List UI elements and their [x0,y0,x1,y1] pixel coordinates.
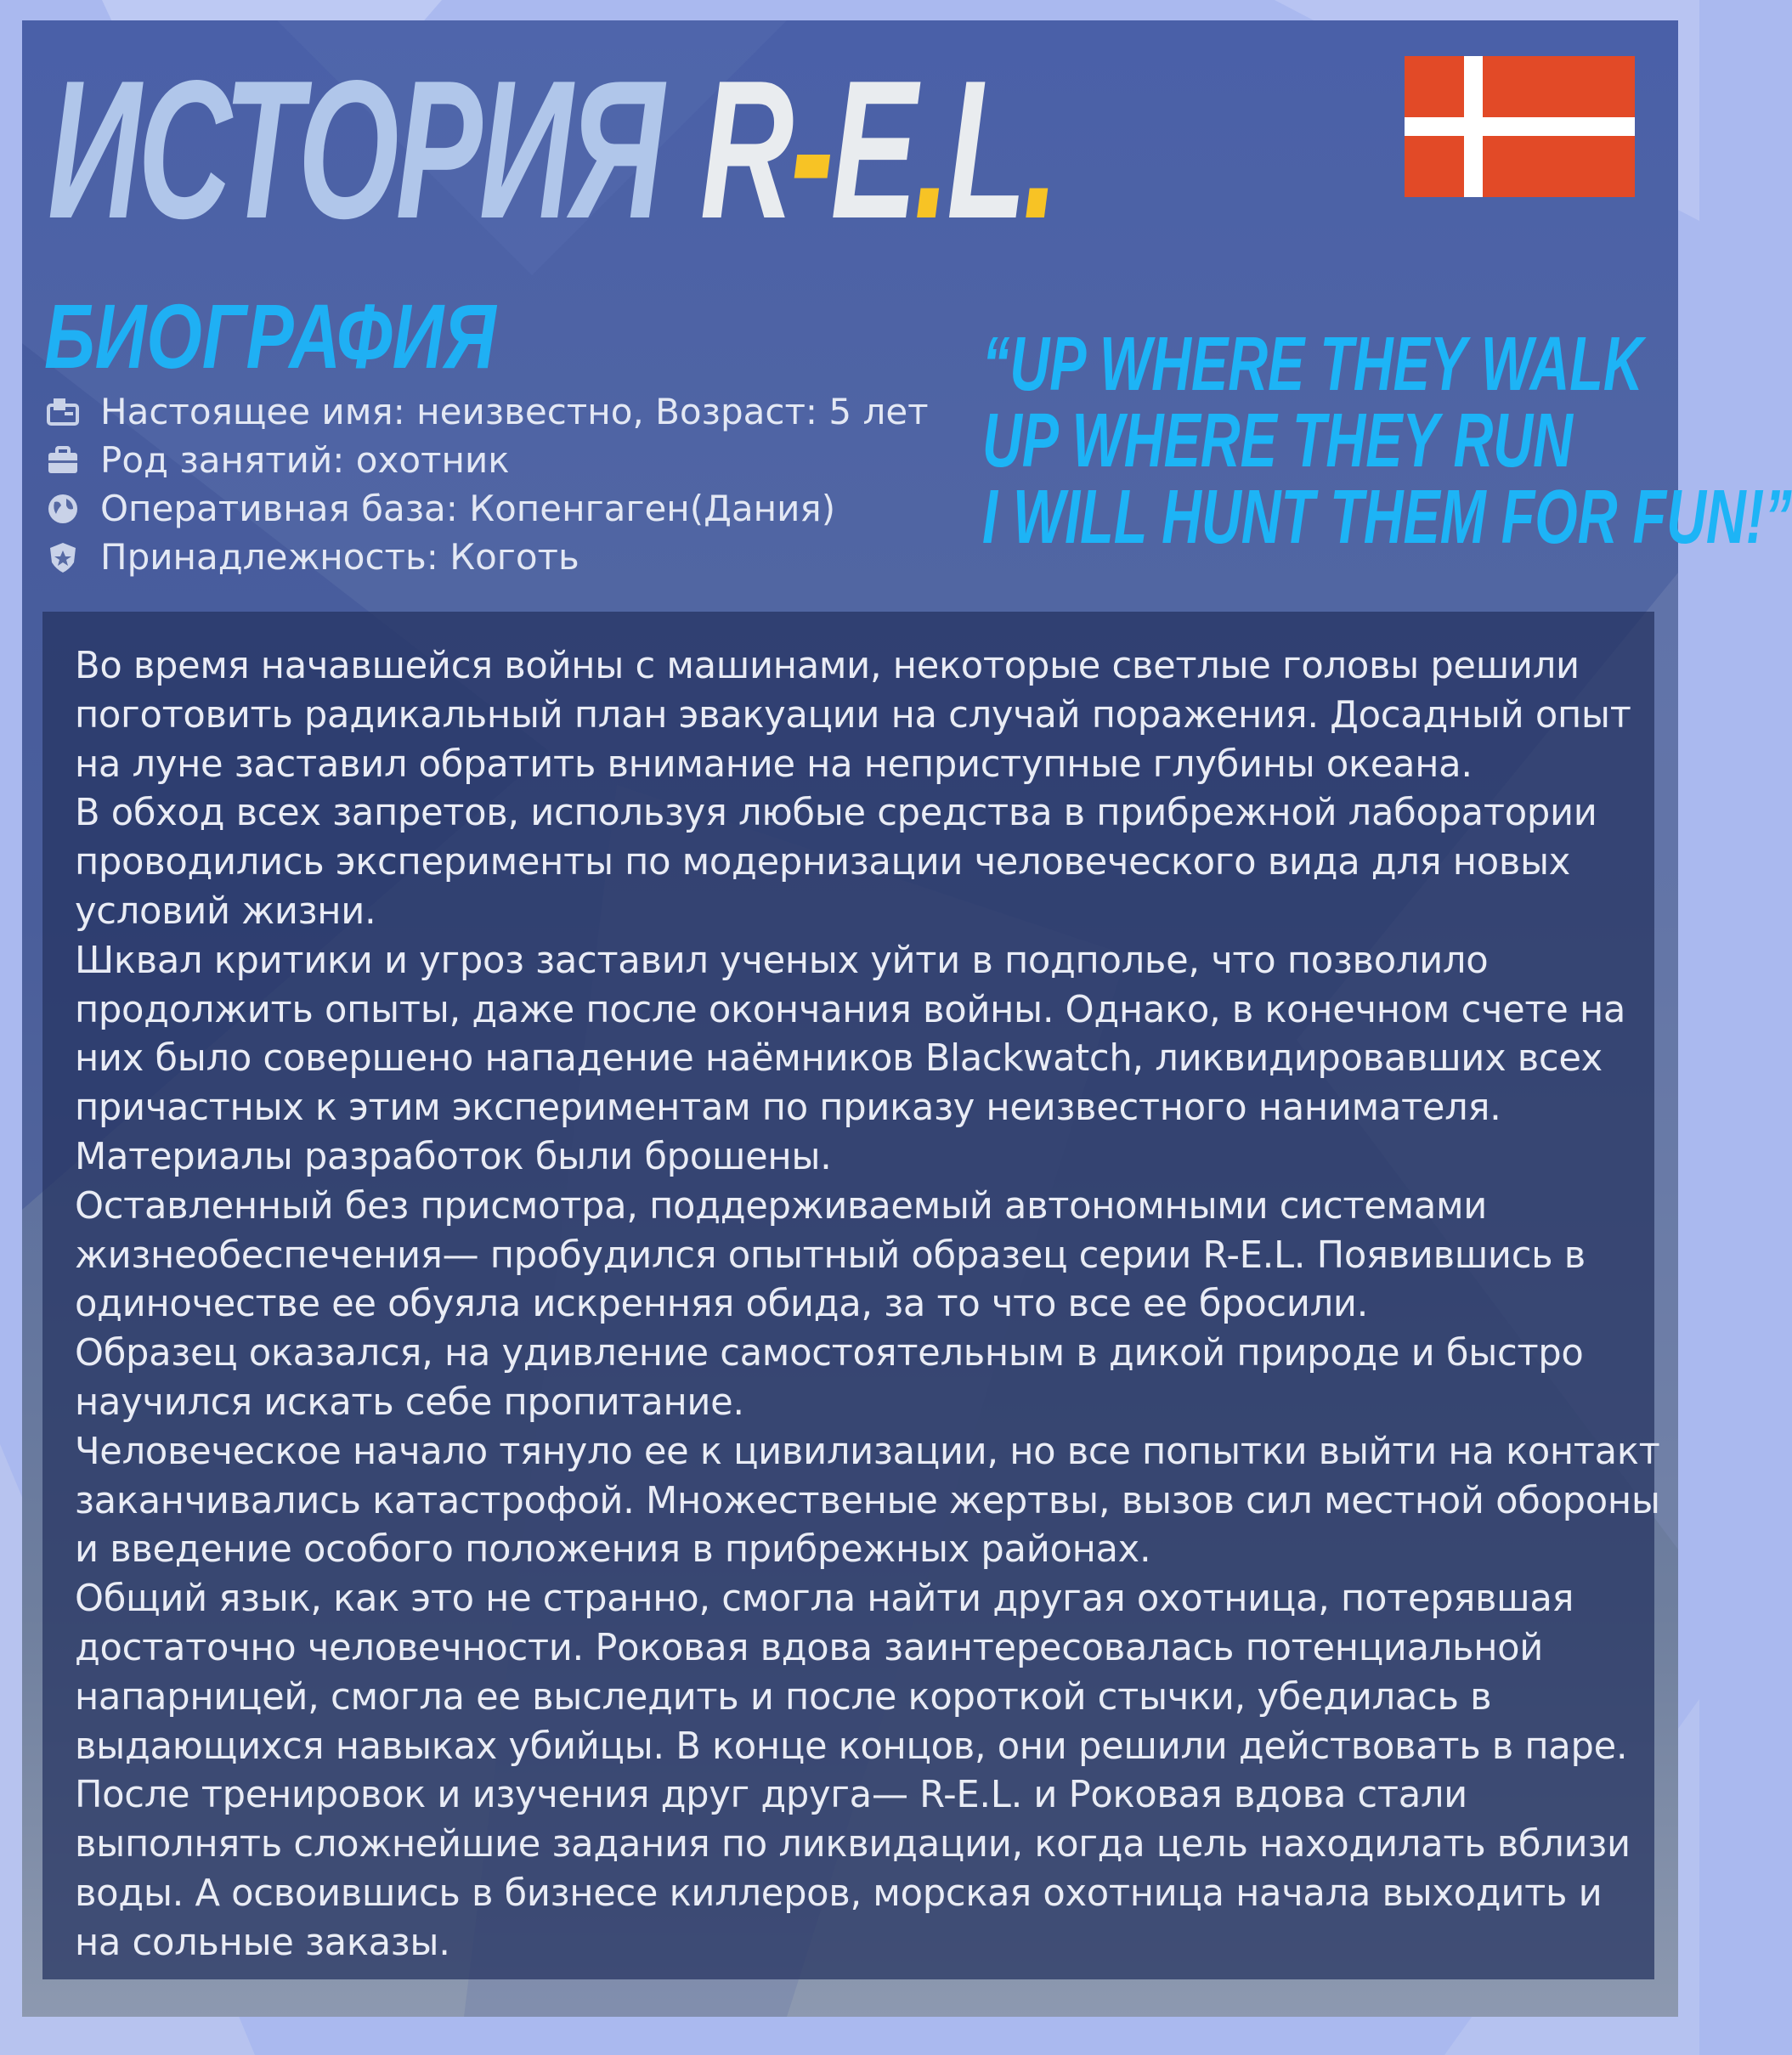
page-title [48,40,1056,260]
id-card-icon [46,395,80,429]
bio-line: поготовить радикальный план эвакуации на случай поражения. Досадный опыт [75,693,1631,737]
bio-line: и введение особого положения в прибрежных районах. [75,1528,1151,1572]
biography-text [75,642,1660,1968]
history-card [22,20,1792,2017]
globe-icon [46,492,80,526]
bio-line: воды. А освоившись в бизнесе киллеров, морская охотница начала выходить и [75,1872,1603,1915]
bio-line: условий жизни. [75,889,376,933]
section-title-biography: БИОГРАФИЯ [44,285,496,387]
info-item-occupation [46,436,929,484]
bio-line: После тренировок и изучения друг друга— R-E.L. и Роковая вдова стали [75,1774,1467,1817]
bio-line: Во время начавшейся войны с машинами, некоторые светлые головы решили [75,645,1580,687]
info-item-base [46,484,929,533]
title-history: ИСТОРИЯ [48,40,661,260]
bio-line: жизнеобеспечения— пробудился опытный образец серии R-E.L. Появившись в [75,1234,1586,1277]
bio-line: научился искать себе пропитание. [75,1380,744,1424]
hero-quote [982,322,1792,560]
bio-line: В обход всех запретов, используя любые средства в прибрежной лаборатории [75,792,1597,835]
bio-line: Образец оказался, на удивление самостоятельным в дикой природе и быстро [75,1332,1584,1375]
bio-line: продолжить опыты, даже после окончания войны. Однако, в конечном счете на [75,988,1626,1031]
info-item-real-name [46,387,929,436]
bio-line: Оставленный без присмотра, поддерживаемый автономными системами [75,1184,1488,1228]
bio-line: выдающихся навыках убийцы. В конце концов, они решили действовать в паре. [75,1725,1628,1768]
info-text: Принадлежность: Коготь [100,536,579,578]
quote-line: UP WHERE THEY RUN [982,398,1573,483]
bio-line: достаточно человечности. Роковая вдова заинтересовалась потенциальной [75,1626,1544,1669]
info-text: Настоящее имя: неизвестно, Возраст: 5 лет [100,391,929,432]
quote-line: I WILL HUNT THEM FOR FUN!” [982,475,1792,560]
info-text: Род занятий: охотник [100,439,510,481]
bio-line: них было совершено нападение наёмников Blackwatch, ликвидировавших всех [75,1037,1603,1081]
shield-icon [46,540,80,574]
title-hero-name: R-E.L. [699,40,1056,260]
bio-line: выполнять сложнейшие задания по ликвидации, когда цель находилать вблизи [75,1823,1631,1866]
biography-box [42,612,1660,1979]
denmark-flag-icon [1405,56,1635,197]
bio-line: на сольные заказы. [75,1921,450,1964]
quote-line: “UP WHERE THEY WALK [982,322,1643,407]
bio-line: Шквал критики и угроз заставил ученых уйти в подполье, что позволило [75,939,1489,982]
info-list [46,387,929,581]
briefcase-icon [46,443,80,477]
bio-line: Человеческое начало тянуло ее к цивилизации, но все попытки выйти на контакт [75,1430,1660,1473]
info-item-affiliation [46,533,929,581]
bio-line: одиночестве ее обуяла искренняя обида, за то что все ее бросили. [75,1283,1369,1326]
bio-line: заканчивались катастрофой. Множественые жертвы, вызов сил местной обороны [75,1479,1660,1522]
bio-line: Общий язык, как это не странно, смогла найти другая охотница, потерявшая [75,1578,1574,1621]
bio-line: на луне заставил обратить внимание на неприступные глубины океана. [75,742,1473,786]
bio-line: проводились эксперименты по модернизации человеческого вида для новых [75,841,1571,884]
info-text: Оперативная база: Копенгаген(Дания) [100,488,836,529]
bio-line: Материалы разработок были брошены. [75,1135,832,1178]
bio-line: причастных к этим экспериментам по приказу неизвестного нанимателя. [75,1087,1501,1130]
bio-line: напарницей, смогла ее выследить и после короткой стычки, убедилась в [75,1675,1492,1719]
